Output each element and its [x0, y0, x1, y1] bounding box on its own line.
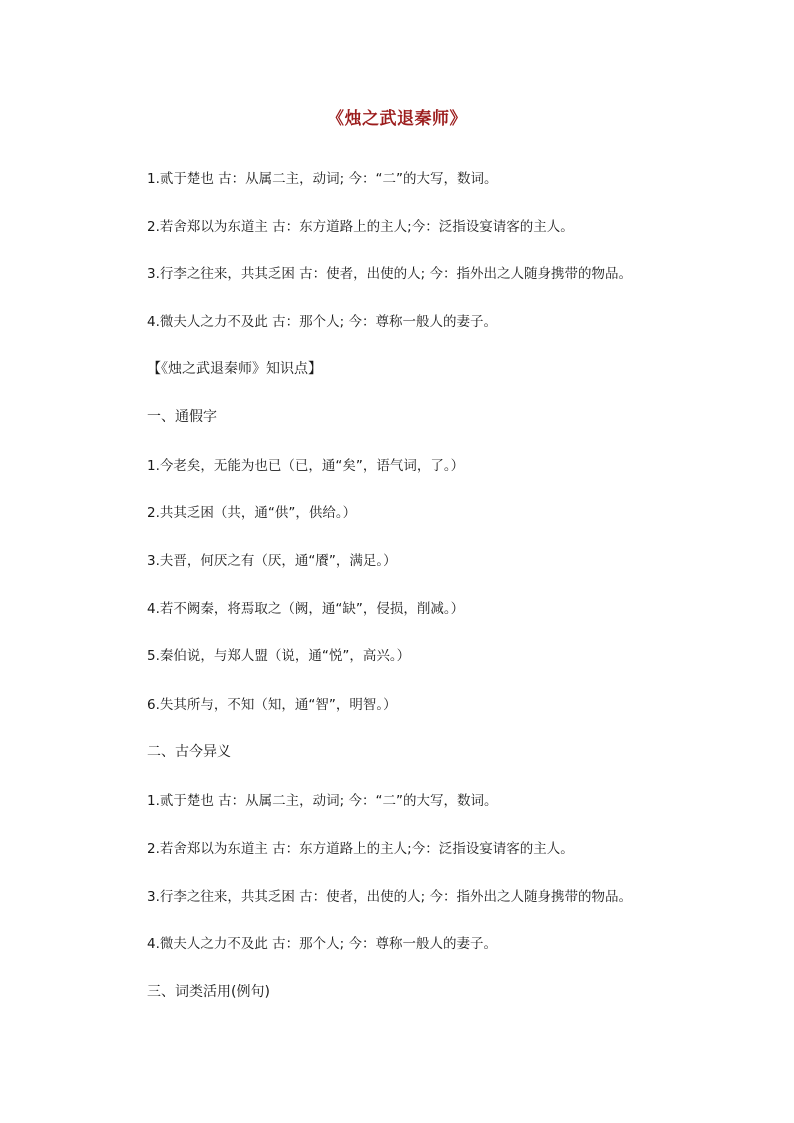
gujinyiyi-item-2: 2.若舍郑以为东道主 古：东方道路上的主人;今：泛指设宴请客的主人。 — [147, 841, 574, 857]
gujinyiyi-item-4: 4.微夫人之力不及此 古：那个人; 今：尊称一般人的妻子。 — [147, 936, 498, 952]
section-heading-tongjiazi: 一、通假字 — [147, 409, 217, 425]
tongjiazi-item-6: 6.失其所与，不知（知，通“智”，明智。） — [147, 697, 397, 713]
intro-item-1: 1.贰于楚也 古：从属二主，动词; 今：“二”的大写，数词。 — [147, 171, 498, 187]
page-title: 《烛之武退秦师》 — [327, 109, 467, 129]
tongjiazi-item-3: 3.夫晋，何厌之有（厌，通“餍”，满足。） — [147, 553, 397, 569]
intro-item-3: 3.行李之往来，共其乏困 古：使者，出使的人; 今：指外出之人随身携带的物品。 — [147, 266, 633, 282]
knowledge-heading: 【《烛之武退秦师》知识点】 — [147, 361, 322, 377]
gujinyiyi-item-3: 3.行李之往来，共其乏困 古：使者，出使的人; 今：指外出之人随身携带的物品。 — [147, 889, 633, 905]
tongjiazi-item-2: 2.共其乏困（共，通“供”，供给。） — [147, 505, 357, 521]
section-heading-cileihuoyong: 三、词类活用(例句) — [147, 984, 270, 1000]
intro-item-2: 2.若舍郑以为东道主 古：东方道路上的主人;今：泛指设宴请客的主人。 — [147, 219, 574, 235]
gujinyiyi-item-1: 1.贰于楚也 古：从属二主，动词; 今：“二”的大写，数词。 — [147, 793, 498, 809]
tongjiazi-item-4: 4.若不阙秦，将焉取之（阙，通“缺”，侵损，削减。） — [147, 601, 465, 617]
section-heading-gujinyiyi: 二、古今异义 — [147, 744, 231, 760]
tongjiazi-item-1: 1.今老矣，无能为也已（已，通“矣”，语气词，了。） — [147, 458, 465, 474]
intro-item-4: 4.微夫人之力不及此 古：那个人; 今：尊称一般人的妻子。 — [147, 314, 498, 330]
tongjiazi-item-5: 5.秦伯说，与郑人盟（说，通“悦”，高兴。） — [147, 648, 411, 664]
